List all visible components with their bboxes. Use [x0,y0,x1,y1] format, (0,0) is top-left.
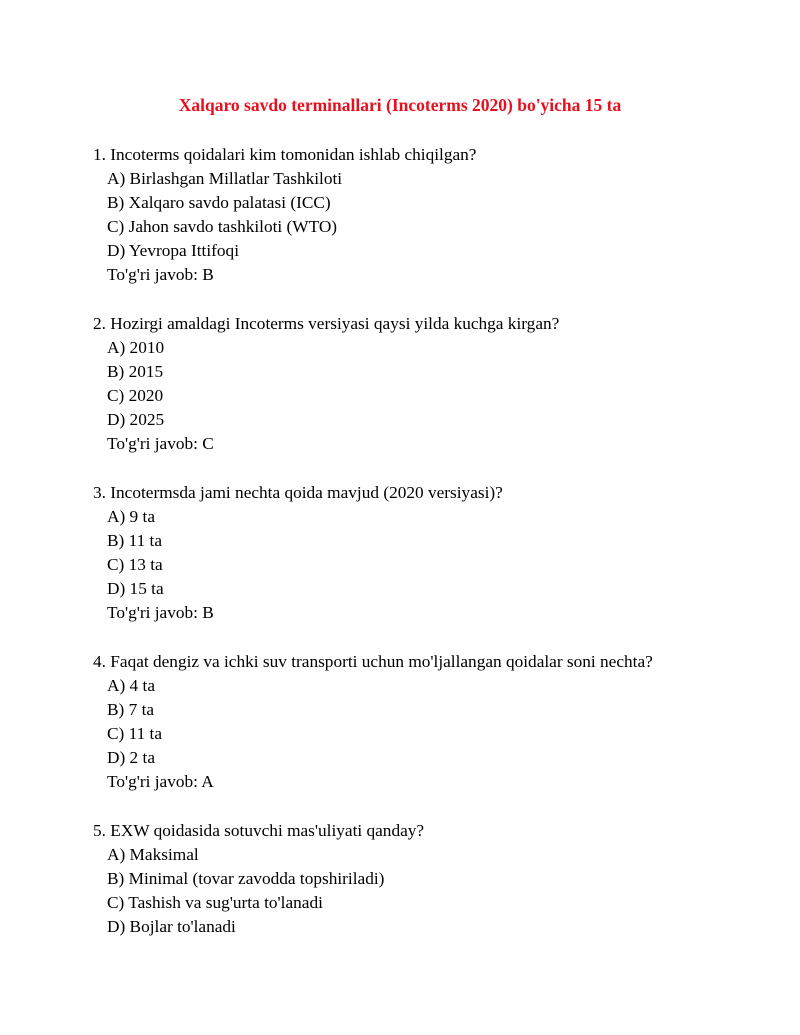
question-text: 1. Incoterms qoidalari kim tomonidan ishlab chiqilgan? [93,145,477,164]
option-d: D) 2025 [107,410,165,430]
option-b: B) 11 ta [107,531,163,551]
option-c: C) 11 ta [107,724,163,744]
option-a: A) Birlashgan Millatlar Tashkiloti [107,169,343,189]
option-b: B) Minimal (tovar zavodda topshiriladi) [107,869,385,888]
option-d: D) Bojlar to'lanadi [107,917,236,937]
option-b: B) 2015 [107,362,164,382]
option-c: C) Tashish va sug'urta to'lanadi [107,893,323,913]
option-c: C) Jahon savdo tashkiloti (WTO) [107,217,338,237]
correct-answer: To'g'ri javob: C [107,434,214,454]
option-b: B) 7 ta [107,700,155,720]
option-b: B) Xalqaro savdo palatasi (ICC) [107,193,331,213]
correct-answer: To'g'ri javob: A [107,772,214,792]
option-a: A) Maksimal [107,844,199,864]
question-text: 2. Hozirgi amaldagi Incoterms versiyasi qaysi yilda kuchga kirgan? [93,313,560,333]
question-text: 5. EXW qoidasida sotuvchi mas'uliyati qanday? [93,820,425,840]
question-list [93,143,773,964]
option-d: D) 2 ta [107,748,155,768]
document-title: Xalqaro savdo terminallari (Incoterms 2020) bo'yicha 15 ta [178,95,622,115]
question-text: 4. Faqat dengiz va ichki suv transporti uchun mo'ljallangan qoidalar soni nechta? [93,651,653,671]
question-2 [93,312,773,457]
option-c: C) 2020 [107,386,164,406]
question-text: 3. Incotermsda jami nechta qoida mavjud (2020 versiyasi)? [93,482,503,502]
question-4 [93,650,773,795]
option-a: A) 9 ta [107,507,155,526]
option-a: A) 4 ta [107,675,155,695]
option-c: C) 13 ta [107,555,163,575]
option-a: A) 2010 [107,338,165,358]
question-1 [93,143,773,288]
correct-answer: To'g'ri javob: B [107,603,214,623]
option-d: D) Yevropa Ittifoqi [107,241,239,261]
correct-answer: To'g'ri javob: B [107,265,214,285]
option-d: D) 15 ta [107,579,164,599]
question-5 [93,819,773,939]
question-3 [93,481,773,626]
